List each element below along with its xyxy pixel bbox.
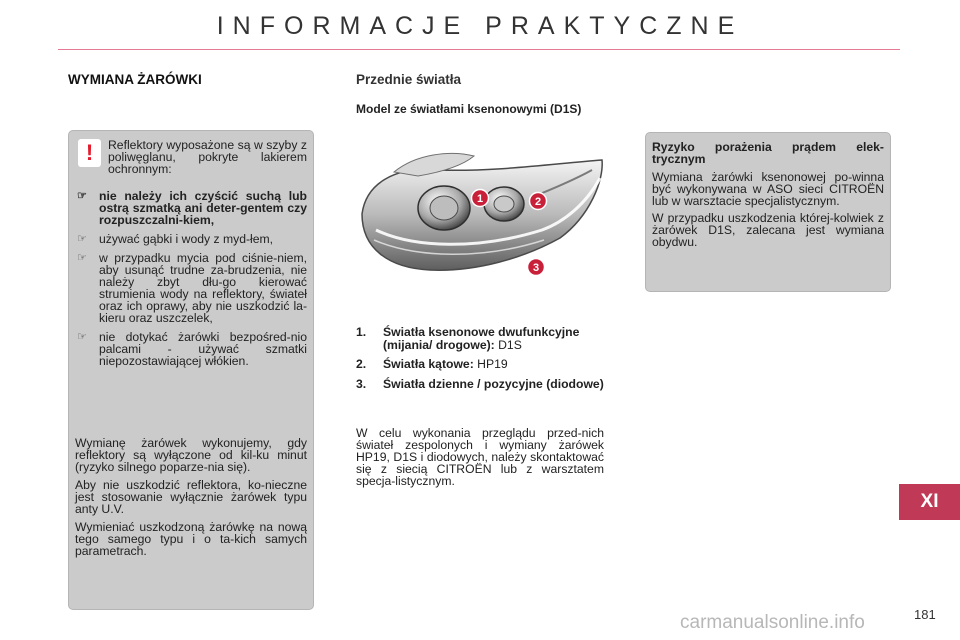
callout-3 [528,259,545,276]
pointing-hand-icon: ☞ [77,252,87,264]
warning-bullets [77,190,307,374]
section-title: WYMIANA ŻARÓWKI [68,72,202,87]
risk-box [645,132,891,292]
parts-list-item [356,358,606,371]
warning-bullet [77,331,307,367]
part-value: HP19 [477,357,508,371]
header-divider [58,49,900,50]
risk-title: Ryzyko porażenia prądem elek-trycznym [652,140,884,166]
part-number: 2. [356,357,367,371]
warning-paragraph: Wymianę żarówek wykonujemy, gdy reflektory są wyłączone od kil-ku minut (ryzyko silnego poparze-nia się). [75,436,307,474]
warning-bullet-text: w przypadku mycia pod ciśnie-niem, aby usunąć trudne za-brudzenia, nie należy zbyt dłu-go kierować strumienia wody na reflektory, świateł oraz ich oprawy, aby nie uszkodzić la-kieru oraz uszczelek, [99,251,307,325]
model-subtitle: Model ze światłami ksenonowymi (D1S) [356,102,582,116]
warning-paragraphs [75,437,307,563]
callout-2-label: 2 [534,196,542,208]
page-header-title: INFORMACJE PRAKTYCZNE [216,12,744,40]
exclamation-icon: ! [78,139,101,167]
risk-paragraph: Wymiana żarówki ksenonowej po-winna być wykonywana w ASO sieci CITROËN lub w warsztacie specjalistycznym. [652,170,884,208]
part-label: Światła kątowe: [383,357,474,371]
risk-paragraph: W przypadku uszkodzenia której-kolwiek z żarówek D1S, zalecana jest wymiana obydwu. [652,211,884,249]
warning-bullet-text: nie należy ich czyścić suchą lub ostrą szmatką ani deter-gentem czy rozpuszczalni-kiem, [99,189,307,227]
service-text: W celu wykonania przeglądu przed-nich świateł zespolonych i wymiany żarówek HP19, D1S i diodowych, należy skontaktować się z siecią CITROËN lub z warsztatem specja-listycznym. [356,426,604,488]
headlamp-illustration [354,150,610,286]
callout-3-label: 3 [532,262,540,274]
headlamp-housing [362,160,602,270]
front-lights-title: Przednie światła [356,72,462,87]
warning-bullet-text: używać gąbki i wody z myd-łem, [99,232,274,246]
parts-list-item [356,326,606,351]
watermark: carmanualsonline.info [680,612,865,633]
warning-paragraph: Aby nie uszkodzić reflektora, ko-nieczne jest stosowanie wyłącznie żarówek typu anty U.V. [75,478,307,516]
callout-2 [530,193,547,210]
part-label: Światła ksenonowe dwufunkcyjne (mijania/ drogowe): [383,325,580,352]
part-value: D1S [498,337,522,352]
warning-paragraph: Wymieniać uszkodzoną żarówkę na nową tego samego typu i o ta-kich samych parametrach. [75,520,307,558]
callout-1-label: 1 [476,193,484,205]
pointing-hand-icon: ☞ [77,233,87,245]
pointing-hand-icon: ☞ [77,331,87,343]
warning-box [68,130,314,610]
callout-1 [472,190,489,207]
warning-bullet [77,190,307,226]
chapter-tab: XI [899,484,960,520]
part-label: Światła dzienne / pozycyjne (diodowe) [383,376,604,391]
parts-list [356,326,606,397]
warning-bullet-text: nie dotykać żarówki bezpośred-nio palcami - używać szmatki niepozostawiającej włókien. [99,330,307,368]
part-number: 3. [356,376,367,391]
parts-list-item [356,378,606,391]
warning-intro: Reflektory wyposażone są w szyby z poliwęglanu, pokryte lakierem ochronnym: [108,138,307,176]
pointing-hand-icon: ☞ [77,190,87,202]
page-number: 181 [914,607,936,622]
part-number: 1. [356,325,367,339]
warning-bullet [77,233,307,245]
warning-bullet [77,252,307,324]
